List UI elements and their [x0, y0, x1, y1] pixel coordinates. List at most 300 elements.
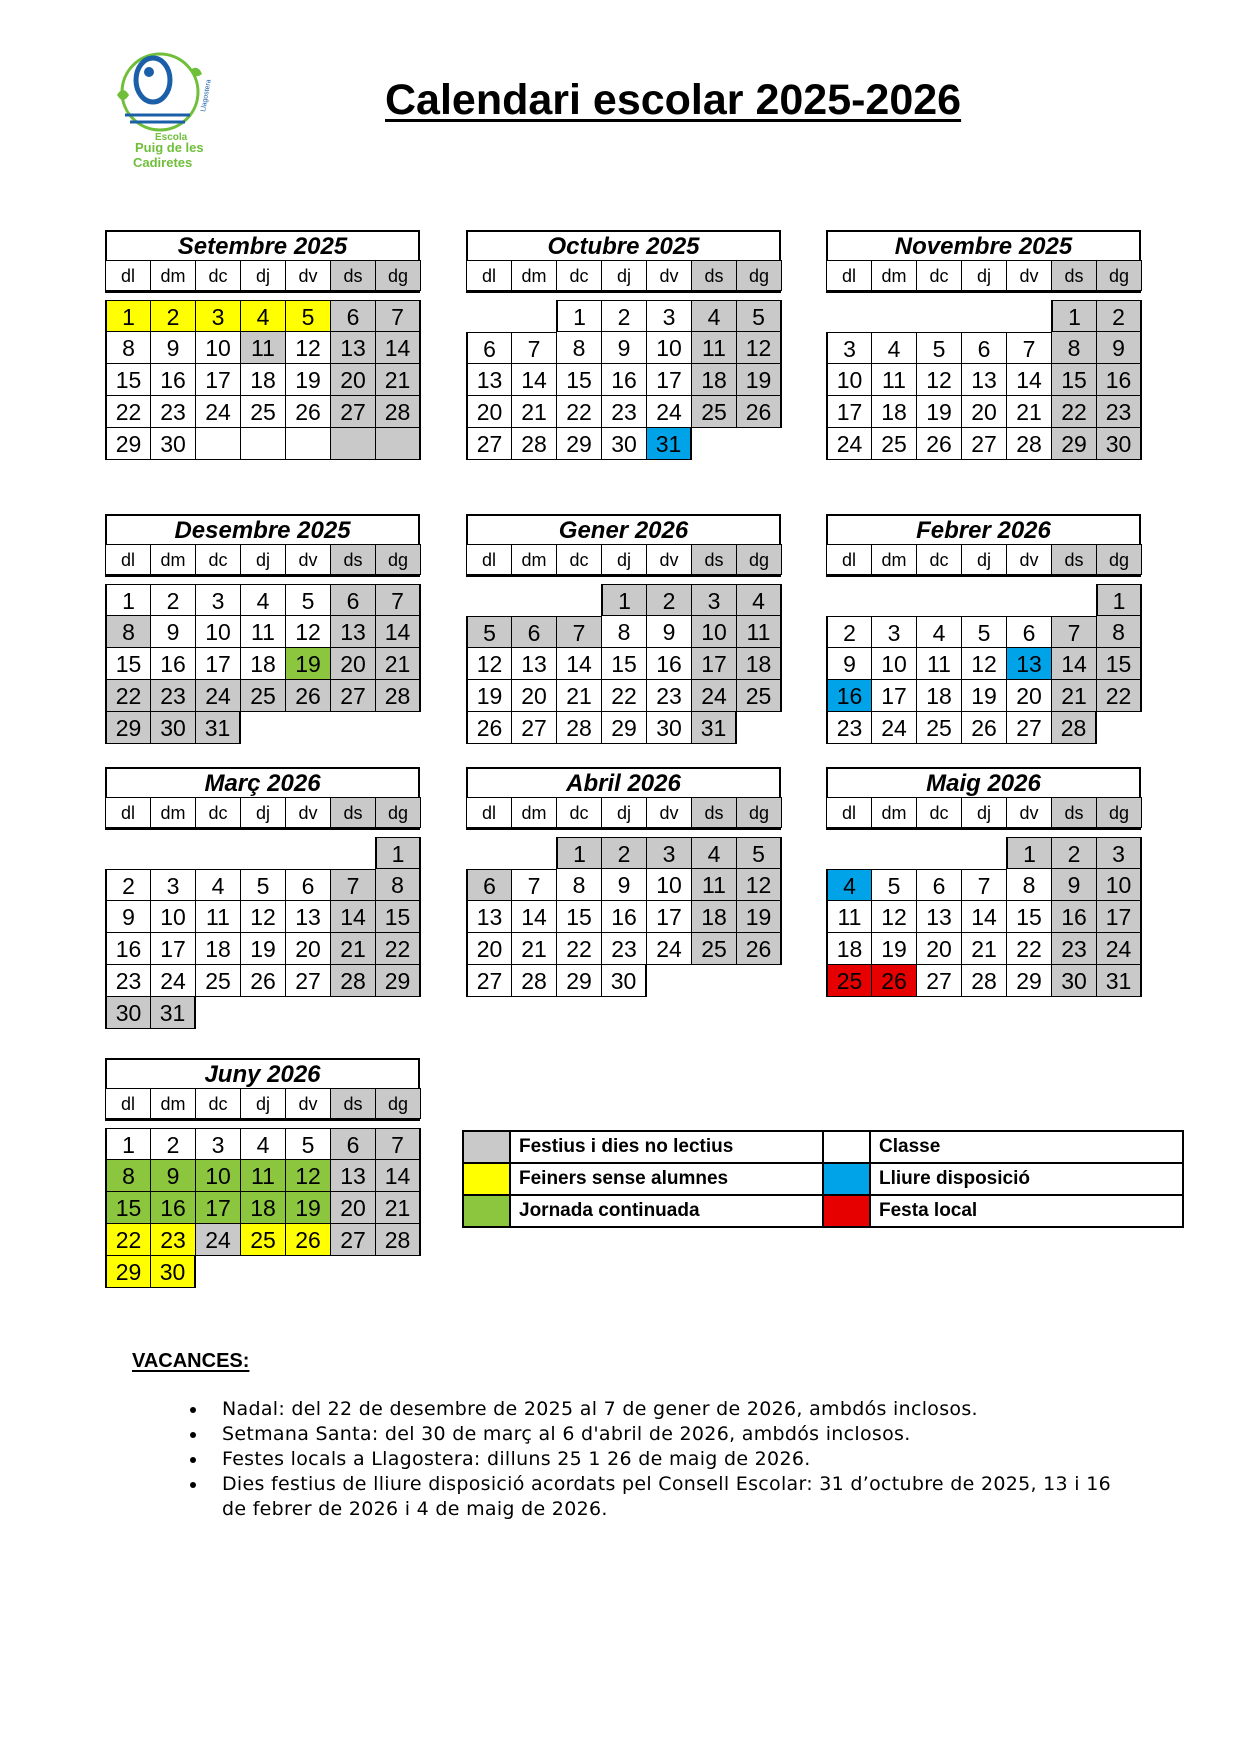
day-cell: 25	[916, 712, 962, 744]
weekday-label: dl	[466, 797, 512, 828]
day-cell: 26	[871, 965, 917, 997]
week-row	[826, 712, 1141, 744]
weekday-label: dm	[511, 260, 557, 291]
day-cell: 31	[195, 712, 241, 744]
day-cell: 9	[1096, 332, 1142, 364]
day-cell: 1	[1096, 584, 1142, 616]
weekday-label: dg	[736, 797, 782, 828]
day-cell: 7	[1051, 616, 1097, 648]
day-cell: 17	[646, 364, 692, 396]
weekday-label: dg	[375, 1088, 421, 1119]
day-cell: 10	[195, 616, 241, 648]
week-row	[826, 300, 1141, 332]
empty-cell	[375, 997, 420, 1029]
day-cell: 9	[1051, 869, 1097, 901]
month-calendar	[105, 767, 420, 1029]
day-cell: 22	[105, 680, 151, 712]
day-cell: 24	[646, 396, 692, 428]
day-cell: 10	[826, 364, 872, 396]
day-cell: 31	[691, 712, 737, 744]
day-cell: 23	[105, 965, 151, 997]
day-cell: 10	[1096, 869, 1142, 901]
vacances-heading: VACANCES:	[132, 1350, 250, 1372]
empty-cell	[330, 1256, 375, 1288]
day-cell: 4	[240, 300, 286, 332]
weekday-header	[105, 544, 420, 577]
day-cell: 26	[285, 396, 331, 428]
weekday-label: dc	[916, 260, 962, 291]
day-cell: 28	[330, 965, 376, 997]
day-cell: 16	[1051, 901, 1097, 933]
day-cell: 25	[195, 965, 241, 997]
day-cell: 6	[961, 332, 1007, 364]
day-cell: 8	[105, 616, 151, 648]
empty-cell	[736, 428, 781, 460]
day-cell: 10	[646, 332, 692, 364]
legend-label: Festa local	[870, 1195, 1183, 1227]
day-cell: 11	[916, 648, 962, 680]
logo-line4: Llagostera	[200, 78, 213, 113]
empty-cell	[466, 837, 511, 869]
month-title: Gener 2026	[466, 514, 781, 544]
weekday-label: dl	[466, 260, 512, 291]
week-row	[105, 901, 420, 933]
day-cell: 29	[1051, 428, 1097, 460]
day-cell: 13	[916, 901, 962, 933]
weekday-label: dj	[601, 260, 647, 291]
weekday-label: dl	[826, 797, 872, 828]
day-cell: 19	[285, 648, 331, 680]
day-cell	[330, 428, 376, 460]
weekday-label: dl	[826, 260, 872, 291]
day-cell: 28	[1006, 428, 1052, 460]
day-cell: 22	[105, 1224, 151, 1256]
day-cell: 3	[691, 584, 737, 616]
day-cell: 2	[1096, 300, 1142, 332]
day-cell: 14	[556, 648, 602, 680]
day-cell: 28	[375, 1224, 421, 1256]
day-cell: 8	[556, 869, 602, 901]
empty-cell	[511, 837, 556, 869]
empty-cell	[240, 712, 285, 744]
weekday-label: dm	[150, 1088, 196, 1119]
week-row	[105, 997, 420, 1029]
day-cell: 22	[1051, 396, 1097, 428]
month-calendar	[466, 767, 781, 997]
week-row	[466, 364, 781, 396]
day-cell: 12	[916, 364, 962, 396]
month-calendar	[105, 230, 420, 460]
legend-row	[463, 1163, 1183, 1195]
week-row	[466, 648, 781, 680]
week-row	[105, 933, 420, 965]
day-cell: 11	[240, 332, 286, 364]
day-cell: 30	[601, 428, 647, 460]
day-cell: 3	[1096, 837, 1142, 869]
day-cell: 15	[1051, 364, 1097, 396]
vacances-list	[132, 1397, 1132, 1522]
week-row	[105, 712, 420, 744]
day-cell: 30	[1096, 428, 1142, 460]
day-cell: 29	[375, 965, 421, 997]
month-title: Maig 2026	[826, 767, 1141, 797]
day-cell: 16	[646, 648, 692, 680]
weekday-label: dj	[601, 544, 647, 575]
week-row	[826, 428, 1141, 460]
day-cell: 4	[195, 869, 241, 901]
day-cell: 3	[826, 332, 872, 364]
week-row	[105, 396, 420, 428]
day-cell: 13	[1006, 648, 1052, 680]
empty-cell	[285, 712, 330, 744]
day-cell: 8	[1096, 616, 1142, 648]
day-cell: 1	[1006, 837, 1052, 869]
day-cell: 30	[150, 1256, 196, 1288]
day-cell: 26	[961, 712, 1007, 744]
day-cell: 19	[240, 933, 286, 965]
legend-label: Classe	[870, 1131, 1183, 1163]
day-cell: 26	[285, 680, 331, 712]
legend-swatch	[463, 1195, 510, 1227]
legend	[462, 1130, 1184, 1228]
day-cell: 3	[646, 837, 692, 869]
day-cell: 18	[691, 364, 737, 396]
day-cell: 18	[871, 396, 917, 428]
empty-cell	[961, 837, 1006, 869]
day-cell: 3	[195, 1128, 241, 1160]
day-cell: 27	[330, 680, 376, 712]
day-cell: 14	[961, 901, 1007, 933]
day-cell: 14	[1051, 648, 1097, 680]
weekday-label: ds	[1051, 797, 1097, 828]
empty-cell	[195, 837, 240, 869]
day-cell: 27	[511, 712, 557, 744]
day-cell: 7	[556, 616, 602, 648]
day-cell: 21	[511, 396, 557, 428]
day-cell: 5	[736, 300, 782, 332]
week-row	[466, 616, 781, 648]
month-title: Març 2026	[105, 767, 420, 797]
weekday-label: dl	[105, 544, 151, 575]
empty-cell	[466, 584, 511, 616]
weekday-label: dm	[871, 544, 917, 575]
week-row	[826, 837, 1141, 869]
day-cell: 24	[150, 965, 196, 997]
day-cell: 11	[240, 616, 286, 648]
day-cell: 2	[646, 584, 692, 616]
day-cell: 15	[105, 1192, 151, 1224]
day-cell: 15	[105, 648, 151, 680]
day-cell: 6	[285, 869, 331, 901]
day-cell: 5	[240, 869, 286, 901]
day-cell: 1	[556, 837, 602, 869]
day-cell: 21	[375, 648, 421, 680]
day-cell: 8	[1006, 869, 1052, 901]
day-cell: 24	[691, 680, 737, 712]
day-cell: 13	[330, 616, 376, 648]
week-row	[826, 648, 1141, 680]
day-cell: 21	[556, 680, 602, 712]
day-cell: 22	[556, 933, 602, 965]
weekday-label: dc	[556, 544, 602, 575]
day-cell: 19	[466, 680, 512, 712]
empty-cell	[150, 837, 195, 869]
day-cell: 11	[871, 364, 917, 396]
day-cell: 29	[601, 712, 647, 744]
day-cell: 16	[1096, 364, 1142, 396]
weekday-label: dg	[375, 544, 421, 575]
day-cell: 24	[195, 1224, 241, 1256]
day-cell: 25	[691, 396, 737, 428]
day-cell: 20	[916, 933, 962, 965]
vacances-item: • Nadal: del 22 de desembre de 2025 al 7 de gener de 2026, ambdós inclosos.	[208, 1397, 1132, 1422]
weekday-label: dl	[105, 260, 151, 291]
day-cell: 6	[466, 869, 512, 901]
weekday-header	[826, 544, 1141, 577]
day-cell: 10	[150, 901, 196, 933]
day-cell: 11	[691, 869, 737, 901]
day-cell: 8	[601, 616, 647, 648]
week-row	[826, 869, 1141, 901]
week-row	[105, 300, 420, 332]
day-cell: 24	[195, 396, 241, 428]
day-cell: 17	[195, 364, 241, 396]
day-cell: 13	[330, 1160, 376, 1192]
day-cell: 12	[285, 616, 331, 648]
month-calendar	[826, 230, 1141, 460]
day-cell: 4	[691, 300, 737, 332]
day-cell: 4	[691, 837, 737, 869]
weekday-label: dv	[285, 544, 331, 575]
weekday-label: ds	[330, 544, 376, 575]
day-cell: 17	[691, 648, 737, 680]
week-row	[466, 965, 781, 997]
month-calendar	[826, 767, 1141, 997]
day-cell: 16	[105, 933, 151, 965]
weekday-label: ds	[1051, 544, 1097, 575]
day-cell: 3	[150, 869, 196, 901]
day-cell: 27	[916, 965, 962, 997]
day-cell: 3	[646, 300, 692, 332]
empty-cell	[195, 997, 240, 1029]
day-cell: 7	[511, 332, 557, 364]
day-cell: 8	[375, 869, 421, 901]
day-cell: 15	[556, 364, 602, 396]
day-cell: 26	[916, 428, 962, 460]
empty-cell	[240, 837, 285, 869]
week-row	[826, 332, 1141, 364]
day-cell: 26	[736, 396, 782, 428]
day-cell: 1	[375, 837, 421, 869]
empty-cell	[1006, 584, 1051, 616]
week-row	[826, 616, 1141, 648]
day-cell: 17	[1096, 901, 1142, 933]
day-cell: 30	[150, 428, 196, 460]
empty-cell	[285, 837, 330, 869]
day-cell: 5	[285, 300, 331, 332]
day-cell: 7	[961, 869, 1007, 901]
day-cell: 9	[601, 869, 647, 901]
vacances-item: • Setmana Santa: del 30 de març al 6 d'abril de 2026, ambdós inclosos.	[208, 1422, 1132, 1447]
weekday-label: dl	[105, 1088, 151, 1119]
day-cell: 11	[240, 1160, 286, 1192]
day-cell: 23	[150, 680, 196, 712]
day-cell: 4	[916, 616, 962, 648]
weekday-header	[105, 1088, 420, 1121]
day-cell: 4	[871, 332, 917, 364]
weekday-label: dv	[285, 1088, 331, 1119]
day-cell: 7	[1006, 332, 1052, 364]
weekday-label: ds	[330, 797, 376, 828]
day-cell: 1	[556, 300, 602, 332]
empty-cell	[511, 584, 556, 616]
weekday-label: dj	[601, 797, 647, 828]
weekday-label: dv	[646, 544, 692, 575]
day-cell: 26	[285, 1224, 331, 1256]
month-title: Setembre 2025	[105, 230, 420, 260]
day-cell: 13	[330, 332, 376, 364]
week-row	[826, 396, 1141, 428]
day-cell: 18	[240, 648, 286, 680]
weekday-label: dl	[826, 544, 872, 575]
day-cell: 6	[511, 616, 557, 648]
empty-cell	[871, 584, 916, 616]
logo-line1: Escola	[155, 132, 188, 143]
legend-row	[463, 1131, 1183, 1163]
legend-swatch	[463, 1163, 510, 1195]
day-cell: 16	[601, 364, 647, 396]
weekday-label: ds	[691, 544, 737, 575]
day-cell: 27	[466, 965, 512, 997]
empty-cell	[871, 300, 916, 332]
weekday-label: dg	[1096, 260, 1142, 291]
page-title: Calendari escolar 2025-2026	[385, 76, 962, 124]
day-cell: 2	[826, 616, 872, 648]
day-cell: 20	[466, 396, 512, 428]
day-cell: 18	[916, 680, 962, 712]
empty-cell	[871, 837, 916, 869]
week-row	[466, 396, 781, 428]
empty-cell	[330, 997, 375, 1029]
day-cell: 11	[691, 332, 737, 364]
empty-cell	[826, 300, 871, 332]
day-cell: 13	[466, 364, 512, 396]
weekday-header	[466, 544, 781, 577]
day-cell: 2	[105, 869, 151, 901]
empty-cell	[285, 1256, 330, 1288]
day-cell: 22	[375, 933, 421, 965]
empty-cell	[916, 300, 961, 332]
weekday-label: dv	[1006, 544, 1052, 575]
day-cell: 12	[736, 869, 782, 901]
day-cell: 13	[961, 364, 1007, 396]
weekday-header	[466, 260, 781, 293]
day-cell: 4	[240, 584, 286, 616]
school-logo	[105, 40, 220, 180]
weekday-label: ds	[330, 1088, 376, 1119]
day-cell: 20	[330, 1192, 376, 1224]
empty-cell	[691, 965, 736, 997]
empty-cell	[556, 584, 601, 616]
day-cell: 25	[691, 933, 737, 965]
day-cell: 28	[961, 965, 1007, 997]
empty-cell	[330, 837, 375, 869]
day-cell: 15	[601, 648, 647, 680]
day-cell: 16	[826, 680, 872, 712]
week-row	[105, 1256, 420, 1288]
day-cell: 17	[195, 1192, 241, 1224]
day-cell: 27	[285, 965, 331, 997]
day-cell: 17	[195, 648, 241, 680]
day-cell: 20	[961, 396, 1007, 428]
day-cell: 12	[871, 901, 917, 933]
weekday-label: dj	[240, 797, 286, 828]
empty-cell	[916, 584, 961, 616]
day-cell: 7	[511, 869, 557, 901]
empty-cell	[961, 584, 1006, 616]
week-row	[105, 1192, 420, 1224]
day-cell: 6	[330, 584, 376, 616]
day-cell: 29	[105, 1256, 151, 1288]
day-cell: 6	[1006, 616, 1052, 648]
day-cell: 14	[375, 616, 421, 648]
week-row	[466, 584, 781, 616]
day-cell: 12	[961, 648, 1007, 680]
day-cell: 3	[871, 616, 917, 648]
day-cell: 30	[150, 712, 196, 744]
weekday-label: dj	[961, 797, 1007, 828]
weekday-label: dc	[916, 544, 962, 575]
day-cell: 5	[466, 616, 512, 648]
day-cell: 28	[556, 712, 602, 744]
weekday-label: dc	[195, 260, 241, 291]
day-cell: 30	[1051, 965, 1097, 997]
day-cell: 15	[556, 901, 602, 933]
day-cell: 18	[826, 933, 872, 965]
day-cell: 25	[826, 965, 872, 997]
day-cell: 25	[871, 428, 917, 460]
day-cell: 25	[240, 680, 286, 712]
legend-swatch	[823, 1163, 870, 1195]
month-title: Juny 2026	[105, 1058, 420, 1088]
day-cell: 14	[511, 364, 557, 396]
legend-label: Feiners sense alumnes	[510, 1163, 823, 1195]
weekday-label: dc	[195, 544, 241, 575]
month-title: Novembre 2025	[826, 230, 1141, 260]
day-cell: 12	[285, 332, 331, 364]
day-cell: 8	[105, 332, 151, 364]
week-row	[826, 680, 1141, 712]
week-row	[466, 680, 781, 712]
legend-swatch	[823, 1131, 870, 1163]
day-cell: 2	[601, 837, 647, 869]
weekday-label: dc	[195, 797, 241, 828]
day-cell: 27	[961, 428, 1007, 460]
empty-cell	[466, 300, 511, 332]
empty-cell	[691, 428, 736, 460]
day-cell: 9	[105, 901, 151, 933]
day-cell: 10	[646, 869, 692, 901]
weekday-header	[105, 797, 420, 830]
day-cell: 1	[601, 584, 647, 616]
week-row	[105, 1160, 420, 1192]
day-cell: 18	[240, 1192, 286, 1224]
day-cell: 28	[375, 396, 421, 428]
week-row	[105, 1224, 420, 1256]
day-cell: 23	[646, 680, 692, 712]
day-cell: 22	[556, 396, 602, 428]
day-cell: 29	[1006, 965, 1052, 997]
